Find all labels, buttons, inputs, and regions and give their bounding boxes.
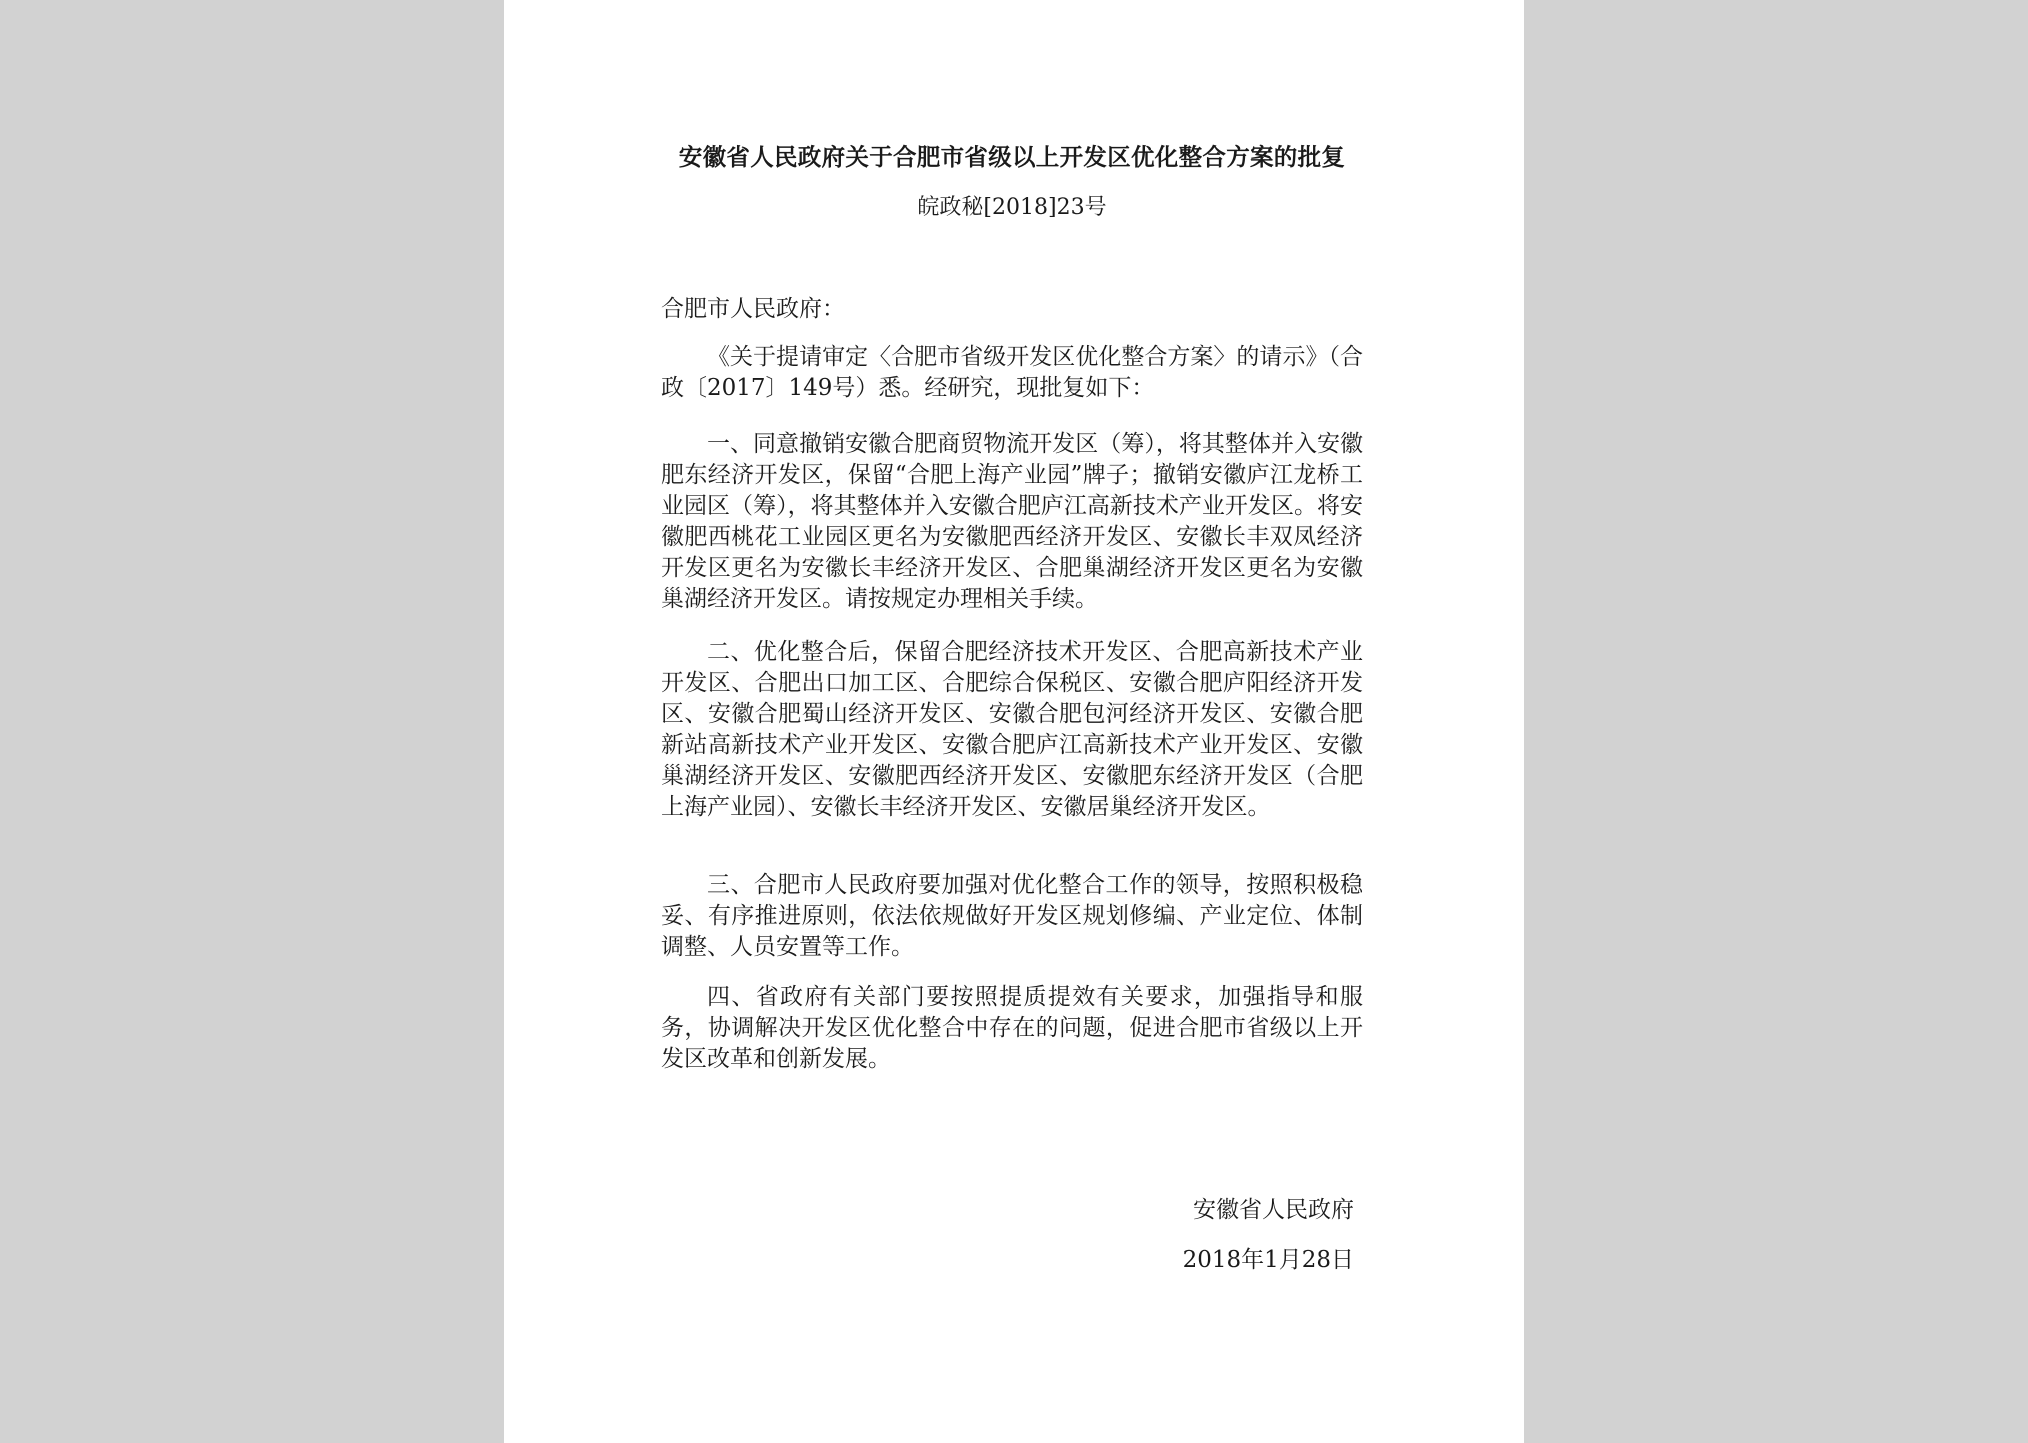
paragraph-item-1: 一、同意撤销安徽合肥商贸物流开发区（筹），将其整体并入安徽肥东经济开发区，保留“合肥上海产业园”牌子；撤销安徽庐江龙桥工业园区（筹），将其整体并入安徽合肥庐江高新技术产业开发区。将安徽肥西桃花工业园区更名为安徽肥西经济开发区、安徽长丰双凤经济开发区更名为安徽长丰经济开发区、合肥巢湖经济开发区更名为安徽巢湖经济开发区。请按规定办理相关手续。 (661, 431, 1363, 612)
paragraph-intro: 《关于提请审定〈合肥市省级开发区优化整合方案〉的请示》（合政〔2017〕149号）悉。经研究，现批复如下： (661, 344, 1363, 401)
paragraph-item-2: 二、优化整合后，保留合肥经济技术开发区、合肥高新技术产业开发区、合肥出口加工区、合肥综合保税区、安徽合肥庐阳经济开发区、安徽合肥蜀山经济开发区、安徽合肥包河经济开发区、安徽合肥新站高新技术产业开发区、安徽合肥庐江高新技术产业开发区、安徽巢湖经济开发区、安徽肥西经济开发区、安徽肥东经济开发区（合肥上海产业园）、安徽长丰经济开发区、安徽居巢经济开发区。 (661, 639, 1363, 820)
paragraph-item-3: 三、合肥市人民政府要加强对优化整合工作的领导，按照积极稳妥、有序推进原则，依法依规做好开发区规划修编、产业定位、体制调整、人员安置等工作。 (661, 872, 1363, 960)
document-title: 安徽省人民政府关于合肥市省级以上开发区优化整合方案的批复 (678, 143, 1346, 171)
signature-date: 2018年1月28日 (1182, 1247, 1354, 1273)
signer: 安徽省人民政府 (1193, 1197, 1354, 1223)
document-page (504, 0, 1524, 1443)
document-number: 皖政秘[2018]23号 (917, 195, 1107, 220)
paragraph-item-4: 四、省政府有关部门要按照提质提效有关要求，加强指导和服务，协调解决开发区优化整合中存在的问题，促进合肥市省级以上开发区改革和创新发展。 (661, 984, 1363, 1072)
salutation: 合肥市人民政府： (661, 296, 845, 322)
